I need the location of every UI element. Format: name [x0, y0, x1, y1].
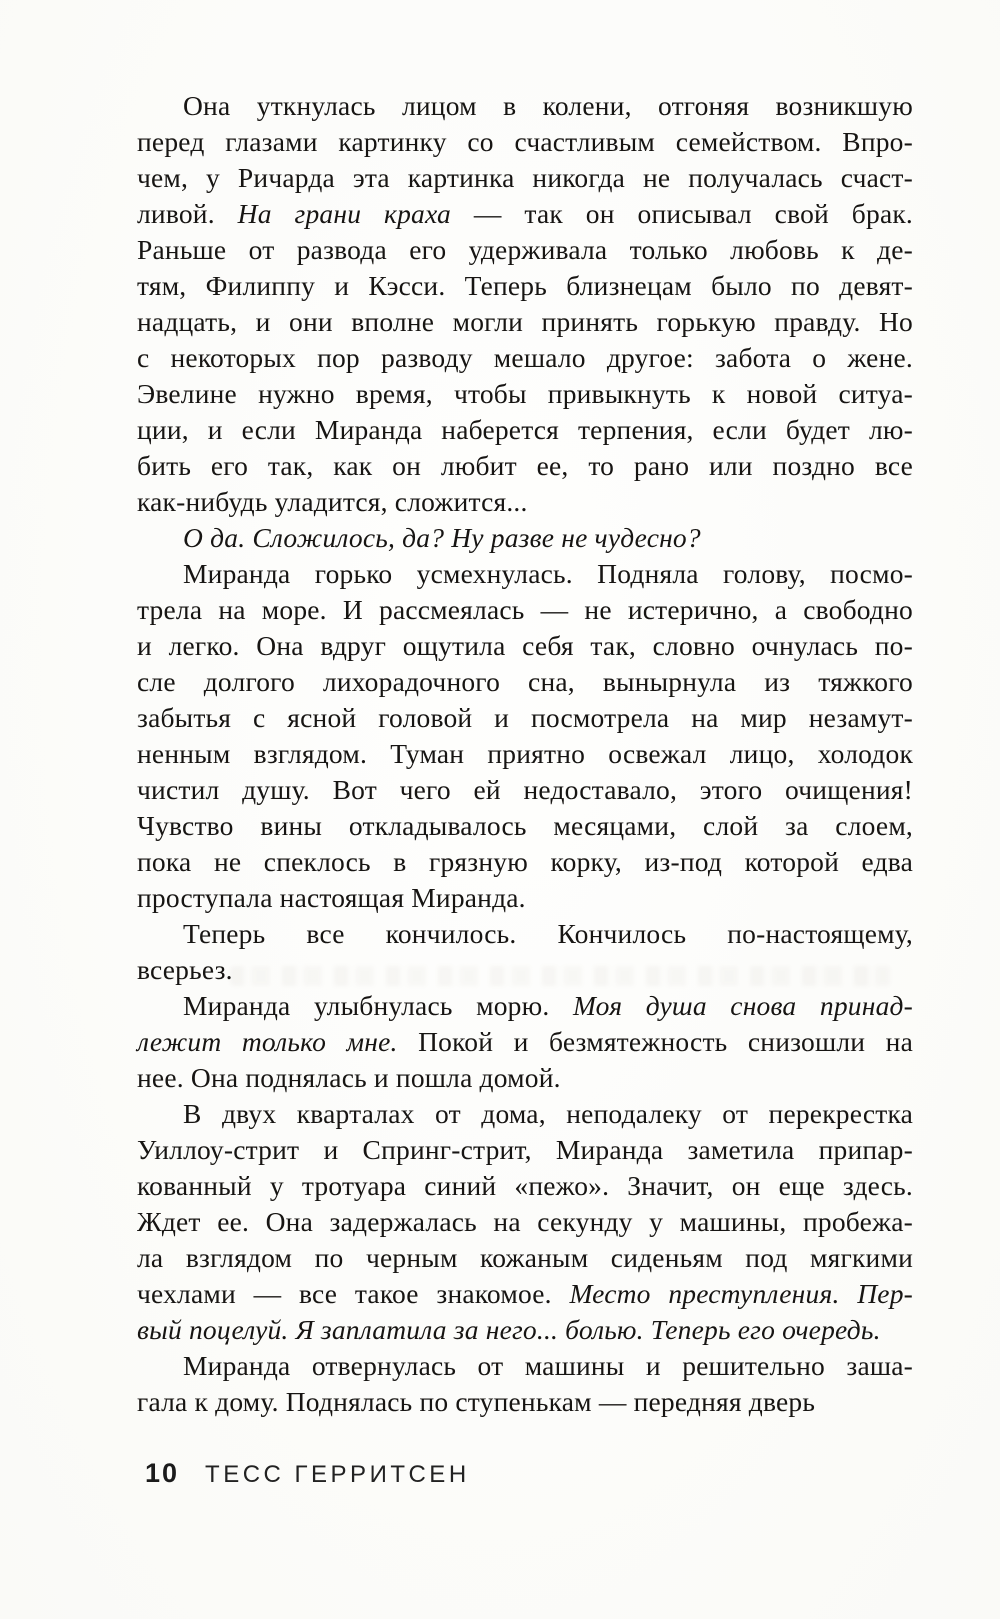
italic-text-segment: лежит только мне.	[137, 1026, 398, 1057]
text-line	[137, 772, 913, 808]
text-segment: — так он описывал свой брак.	[450, 198, 913, 229]
text-line	[137, 340, 913, 376]
text-line	[137, 1168, 913, 1204]
text-segment: Покой и безмятежность снизошли на	[397, 1026, 913, 1057]
page-number: 10	[145, 1458, 180, 1488]
text-segment: гала к дому. Поднялась по ступенькам — передняя дверь	[137, 1386, 816, 1417]
text-segment: ненным взглядом. Туман приятно освежал лицо, холодок	[137, 738, 913, 769]
italic-text-segment: Моя душа снова принад-	[572, 990, 913, 1021]
text-segment: Теперь все кончилось. Кончилось по-настоящему,	[183, 918, 913, 949]
running-title-author: ТЕСС ГЕРРИТСЕН	[205, 1461, 470, 1488]
text-segment: трела на море. И рассмеялась — не истерично, а свободно	[137, 594, 913, 625]
text-segment: тям, Филиппу и Кэсси. Теперь близнецам было по девят-	[137, 270, 913, 301]
text-segment: Уиллоу-стрит и Спринг-стрит, Миранда заметила припар-	[137, 1134, 913, 1165]
italic-text-segment: На грани краха	[237, 198, 451, 229]
ink-show-through-artifact	[230, 966, 890, 986]
text-segment: нее. Она поднялась и пошла домой.	[137, 1062, 561, 1093]
text-line	[137, 1204, 913, 1240]
text-segment: проступала настоящая Миранда.	[137, 882, 526, 913]
text-segment: как-нибудь уладится, сложится...	[137, 486, 528, 517]
italic-text-segment: вый поцелуй. Я заплатила за него... болью. Теперь его очередь.	[137, 1314, 881, 1345]
text-line	[137, 1096, 913, 1132]
text-segment: Она уткнулась лицом в колени, отгоняя возникшую	[183, 90, 913, 121]
page-footer	[145, 1458, 470, 1489]
text-segment: и легко. Она вдруг ощутила себя так, словно очнулась по-	[137, 630, 913, 661]
text-line	[137, 1132, 913, 1168]
text-line	[137, 916, 913, 952]
text-segment: чехлами — все такое знакомое.	[137, 1278, 570, 1309]
text-line	[137, 700, 913, 736]
text-segment: перед глазами картинку со счастливым семейством. Впро-	[137, 126, 913, 157]
text-segment: Миранда улыбнулась морю.	[183, 990, 573, 1021]
text-segment: Миранда отвернулась от машины и решительно заша-	[183, 1350, 913, 1381]
text-line	[137, 808, 913, 844]
text-segment: Раньше от развода его удерживала только любовь к де-	[137, 234, 913, 265]
text-line	[137, 1312, 913, 1348]
text-line	[137, 304, 913, 340]
text-line	[137, 1240, 913, 1276]
text-line	[137, 160, 913, 196]
text-line	[137, 88, 913, 124]
text-segment: Эвелине нужно время, чтобы привыкнуть к новой ситуа-	[137, 378, 913, 409]
text-line	[137, 520, 913, 556]
text-segment: Миранда горько усмехнулась. Подняла голову, посмо-	[183, 558, 913, 589]
italic-text-segment: О да. Сложилось, да? Ну разве не чудесно?	[183, 522, 701, 553]
text-line	[137, 232, 913, 268]
text-line	[137, 736, 913, 772]
text-line	[137, 880, 913, 916]
text-segment: ливой.	[137, 198, 238, 229]
text-line	[137, 268, 913, 304]
text-segment: Ждет ее. Она задержалась на секунду у машины, пробежа-	[137, 1206, 913, 1237]
text-line	[137, 448, 913, 484]
text-segment: с некоторых пор разводу мешало другое: забота о жене.	[137, 342, 913, 373]
text-line	[137, 1384, 913, 1420]
text-segment: пока не спеклось в грязную корку, из-под которой едва	[137, 846, 913, 877]
text-segment: надцать, и они вполне могли принять горькую правду. Но	[137, 306, 913, 337]
text-segment: сле долгого лихорадочного сна, вынырнула из тяжкого	[137, 666, 913, 697]
text-line	[137, 664, 913, 700]
text-line	[137, 592, 913, 628]
text-line	[137, 1348, 913, 1384]
text-line	[137, 484, 913, 520]
text-line	[137, 988, 913, 1024]
text-line	[137, 556, 913, 592]
text-segment: кованный у тротуара синий «пежо». Значит, он еще здесь.	[137, 1170, 913, 1201]
text-block	[137, 88, 913, 1420]
text-line	[137, 124, 913, 160]
text-line	[137, 628, 913, 664]
text-line	[137, 1276, 913, 1312]
text-line	[137, 844, 913, 880]
text-segment: всерьез.	[137, 954, 233, 985]
text-line	[137, 412, 913, 448]
text-segment: ла взглядом по черным кожаным сиденьям под мягкими	[137, 1242, 913, 1273]
text-segment: ции, и если Миранда наберется терпения, если будет лю-	[137, 414, 913, 445]
text-segment: забытья с ясной головой и посмотрела на мир незамут-	[137, 702, 913, 733]
text-segment: В двух кварталах от дома, неподалеку от перекрестка	[183, 1098, 913, 1129]
text-segment: Чувство вины откладывалось месяцами, слой за слоем,	[137, 810, 913, 841]
text-segment: бить его так, как он любит ее, то рано или поздно все	[137, 450, 913, 481]
text-line	[137, 1060, 913, 1096]
text-line	[137, 196, 913, 232]
italic-text-segment: Место преступления. Пер-	[569, 1278, 914, 1309]
text-line	[137, 1024, 913, 1060]
text-segment: чистил душу. Вот чего ей недоставало, этого очищения!	[137, 774, 913, 805]
text-line	[137, 376, 913, 412]
text-segment: чем, у Ричарда эта картинка никогда не получалась счаст-	[137, 162, 913, 193]
